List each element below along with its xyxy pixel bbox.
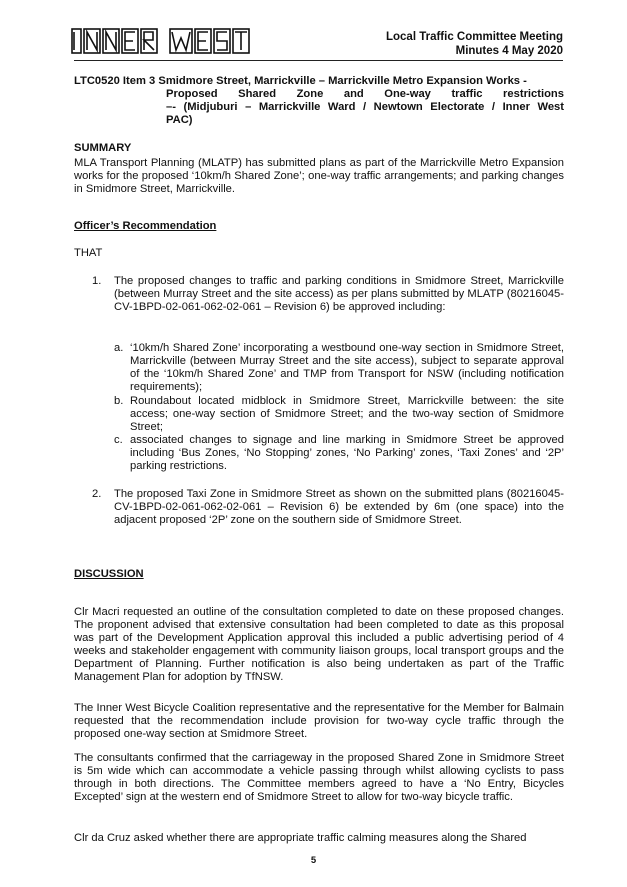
sub-item-letter: a. [114,342,124,354]
sub-item-text: ‘10km/h Shared Zone’ incorporating a westbound one-way section in Smidmore Street, Marrickville (between Murray Street and the site access), subject to separate approval of the ‘10km/h Shared Zone’ and TMP from Transport for NSW (including notification requirements); [130,342,564,393]
header-divider [74,60,563,61]
discussion-heading: DISCUSSION [74,568,144,580]
that-label: THAT [74,247,103,259]
summary-text: MLA Transport Planning (MLATP) has submitted plans as part of the Marrickville Metro Expansion works for the proposed ‘10km/h Shared Zone’; one-way traffic arrangements; and parking changes in Smidmore Street, Marrickville. [74,157,564,195]
item-number: 1. [92,275,102,287]
item-title-line-3: –- (Midjuburi – Marrickville Ward / Newtown Electorate / Inner West [166,101,564,113]
sub-item-text: associated changes to signage and line marking in Smidmore Street be approved including ‘Bus Zones, ‘No Stopping’ zones, ‘No Parking’ zones, ‘Taxi Zones’ and ‘2P’ parking restrictions. [130,434,564,472]
sub-item-letter: c. [114,434,123,446]
discussion-paragraph-1: Clr Macri requested an outline of the consultation completed to date on these proposed changes. The proponent advised that extensive consultation had been completed to date as this proposal was part of the Development Application approval this included a public advertising period of 4 weeks and stakeholder engagement with community liaison groups, local transport groups and the Department of Planning. Further notification is also being undertaken as part of the Traffic Management Plan for adoption by TfNSW. [74,606,564,683]
item-text: The proposed Taxi Zone in Smidmore Street as shown on the submitted plans (80216045-CV-1BPD-02-061-062-02-061 – Revision 6) be extended by 6m (one space) into the adjacent proposed ‘2P’ zone on the southern side of Smidmore Street. [114,488,564,526]
minutes-date: Minutes 4 May 2020 [455,45,563,57]
sub-item-text: Roundabout located midblock in Smidmore Street, Marrickville between: the site access; one-way section of Smidmore Street; and the two-way section of Smidmore Street; [130,395,564,433]
sub-item-letter: b. [114,395,124,407]
header-meeting-info [386,30,563,58]
item-title-line-2: Proposed Shared Zone and One-way traffic restrictions [166,88,564,100]
summary-heading: SUMMARY [74,142,132,154]
item-text: The proposed changes to traffic and parking conditions in Smidmore Street, Marrickville (between Murray Street and the site access) as per plans submitted by MLATP (80216045-CV-1BPD-02-061-062-02-061 – Revision 6) be approved including: [114,275,564,313]
discussion-paragraph-3: The consultants confirmed that the carriageway in the proposed Shared Zone in Smidmore Street is 5m wide which can accommodate a vehicle passing through whilst allowing cyclists to pass through in both directions. The Committee members agreed to have a ‘No Entry, Bicycles Excepted’ sign at the western end of Smidmore Street to allow for two-way bicycle traffic. [74,752,564,803]
discussion-paragraph-4: Clr da Cruz asked whether there are appropriate traffic calming measures along the Shared [74,832,527,844]
item-title-line-4: PAC) [166,114,193,126]
item-title [74,75,564,127]
page-number: 5 [310,855,317,866]
inner-west-logo [70,26,270,56]
discussion-paragraph-2: The Inner West Bicycle Coalition representative and the representative for the Member for Balmain requested that the recommendation include provision for two-way cycle traffic through the proposed one-way section at Smidmore Street. [74,702,564,740]
meeting-title: Local Traffic Committee Meeting [385,31,563,43]
item-number: 2. [92,488,102,500]
recommendation-heading: Officer’s Recommendation [74,220,217,232]
item-title-line-1: LTC0520 Item 3 Smidmore Street, Marrickville – Marrickville Metro Expansion Works - [74,75,527,87]
